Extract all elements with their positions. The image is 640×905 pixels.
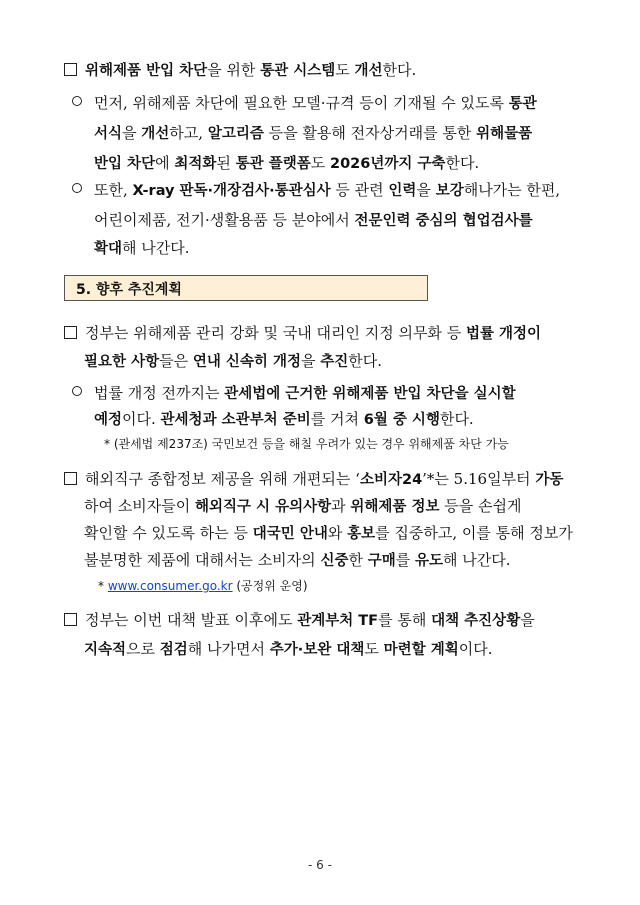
text: 을 위한 bbox=[207, 61, 261, 79]
text: 을 bbox=[520, 611, 535, 629]
emphasis: 최적화 bbox=[174, 156, 217, 172]
sub-item-2-line-2 bbox=[94, 205, 533, 236]
footnote-law: * (관세법 제237조) 국민보건 등을 해칠 우려가 있는 경우 위해제품 차단 가능 bbox=[104, 437, 509, 451]
text: 하고, bbox=[169, 124, 208, 142]
emphasis: 반입 차단 bbox=[94, 156, 156, 172]
text: 확인할 수 있도록 하는 등 bbox=[84, 524, 253, 542]
emphasis: 위해물품 bbox=[476, 126, 533, 142]
bullet-p1-line-1 bbox=[64, 318, 541, 349]
text: 한 bbox=[348, 551, 368, 569]
text: 이다. bbox=[122, 410, 161, 428]
emphasis: 관세청과 소관부처 준비 bbox=[160, 412, 311, 428]
text: 해 나간다. bbox=[443, 551, 511, 569]
consumer-site-link[interactable]: www.consumer.go.kr bbox=[107, 579, 233, 593]
emphasis: 전문인력 중심의 협업검사를 bbox=[354, 213, 533, 229]
text: 들은 bbox=[159, 352, 193, 370]
emphasis: 통관 bbox=[508, 96, 537, 112]
emphasis: 위해제품 반입 차단 bbox=[85, 63, 208, 79]
emphasis: 대책 추진상황 bbox=[431, 613, 521, 629]
emphasis: 통관 플랫폼 bbox=[235, 156, 311, 172]
emphasis: 보강 bbox=[435, 183, 464, 199]
text: 한다. bbox=[382, 61, 417, 79]
emphasis: 해외직구 시 유의사항 bbox=[194, 499, 332, 515]
square-bullet-icon bbox=[64, 326, 77, 339]
section-header bbox=[64, 275, 428, 301]
text: 법률 개정 전까지는 bbox=[94, 384, 225, 402]
text: 도 bbox=[335, 61, 355, 79]
square-bullet-icon bbox=[64, 472, 77, 485]
emphasis: 구매 bbox=[367, 553, 396, 569]
emphasis: 서식 bbox=[94, 126, 123, 142]
emphasis: 인력 bbox=[388, 183, 417, 199]
text: (공정위 운영) bbox=[232, 579, 308, 593]
sub-item-p1-line-2 bbox=[94, 404, 474, 435]
text: 을 bbox=[416, 181, 436, 199]
text: 한다. bbox=[348, 352, 383, 370]
emphasis: 지속적 bbox=[84, 642, 127, 658]
emphasis: 필요한 사항 bbox=[84, 354, 160, 370]
text: 에 bbox=[155, 154, 175, 172]
text: 등을 손쉽게 bbox=[439, 497, 522, 515]
emphasis: 위해제품 정보 bbox=[350, 499, 440, 515]
emphasis: X-ray 판독·개장검사·통관심사 bbox=[132, 183, 331, 199]
sub-item-1-line-1 bbox=[72, 88, 537, 119]
text: 를 bbox=[395, 551, 415, 569]
text: 등을 활용해 전자상거래를 통한 bbox=[263, 124, 477, 142]
text: 또한, bbox=[94, 181, 133, 199]
sub-item-1-line-2 bbox=[94, 118, 532, 149]
text: 한다. bbox=[445, 154, 480, 172]
emphasis: 연내 신속히 개정 bbox=[192, 354, 301, 370]
emphasis: 유도 bbox=[415, 553, 444, 569]
emphasis: 확대 bbox=[94, 241, 123, 257]
circle-bullet-icon bbox=[72, 183, 82, 193]
emphasis: 점검 bbox=[159, 642, 188, 658]
text: 된 bbox=[216, 154, 236, 172]
page-number: - 6 - bbox=[308, 858, 332, 872]
bullet-p3-line-1 bbox=[64, 605, 535, 636]
emphasis: 홍보 bbox=[347, 526, 376, 542]
emphasis: 법률 개정이 bbox=[465, 326, 542, 342]
square-bullet-icon bbox=[64, 63, 77, 76]
text: 정부는 위해제품 관리 강화 및 국내 대리인 지정 의무화 등 bbox=[85, 324, 466, 342]
emphasis: 2026년까지 구축 bbox=[330, 156, 446, 172]
sub-item-2-line-3 bbox=[94, 233, 190, 264]
section-title: 5. 향후 추진계획 bbox=[76, 282, 182, 298]
emphasis: 6월 중 시행 bbox=[363, 412, 440, 428]
bullet-p1-line-2 bbox=[84, 346, 382, 377]
text: 불분명한 제품에 대해서는 소비자의 bbox=[84, 551, 321, 569]
text: 등 관련 bbox=[330, 181, 389, 199]
text: 과 bbox=[331, 497, 351, 515]
footnote-site bbox=[98, 577, 308, 595]
text: 와 bbox=[327, 524, 348, 542]
circle-bullet-icon bbox=[72, 386, 82, 396]
text: 이다. bbox=[458, 640, 493, 658]
text: 도 bbox=[364, 640, 384, 658]
emphasis: 알고리즘 bbox=[207, 126, 264, 142]
sub-item-2-line-1 bbox=[72, 175, 560, 206]
text: 어린이제품, 전기·생활용품 등 분야에서 bbox=[94, 211, 355, 229]
emphasis: 관계부처 TF bbox=[297, 613, 379, 629]
text: 해외직구 종합정보 제공을 위해 개편되는 ‘ bbox=[85, 470, 360, 488]
emphasis: 예정 bbox=[94, 412, 123, 428]
circle-bullet-icon bbox=[72, 96, 82, 106]
emphasis: 신중 bbox=[320, 553, 349, 569]
text: 도 bbox=[310, 154, 330, 172]
text: 를 거쳐 bbox=[310, 410, 364, 428]
text: 를 집중하고, 이를 통해 정보가 bbox=[375, 524, 573, 542]
text: 으로 bbox=[126, 640, 160, 658]
text: ’*는 5.16일부터 bbox=[422, 470, 536, 488]
text: 하여 소비자들이 bbox=[84, 497, 195, 515]
text: 을 bbox=[301, 352, 321, 370]
emphasis: 추진 bbox=[320, 354, 349, 370]
bullet-p3-line-2 bbox=[84, 634, 493, 665]
emphasis: 통관 시스템 bbox=[260, 63, 336, 79]
text: 을 bbox=[122, 124, 142, 142]
text: 한다. bbox=[439, 410, 474, 428]
emphasis: 대국민 안내 bbox=[252, 526, 328, 542]
bullet-p2-line-4 bbox=[84, 545, 511, 576]
emphasis: 개선 bbox=[354, 63, 383, 79]
emphasis: 소비자24 bbox=[359, 472, 423, 488]
text: 정부는 이번 대책 발표 이후에도 bbox=[85, 611, 298, 629]
bullet-heading-1 bbox=[64, 55, 416, 86]
text: 먼저, 위해제품 차단에 필요한 모델·규격 등이 기재될 수 있도록 bbox=[94, 94, 509, 112]
text: 해 나가면서 bbox=[187, 640, 270, 658]
emphasis: 개선 bbox=[141, 126, 170, 142]
emphasis: 가동 bbox=[535, 472, 564, 488]
text: 해나가는 한편, bbox=[463, 181, 561, 199]
text: * bbox=[98, 579, 108, 593]
square-bullet-icon bbox=[64, 613, 77, 626]
text: 를 통해 bbox=[378, 611, 432, 629]
emphasis: 관세법에 근거한 위해제품 반입 차단을 실시할 bbox=[224, 386, 516, 402]
text: 해 나간다. bbox=[122, 239, 190, 257]
emphasis: 마련할 계획 bbox=[383, 642, 459, 658]
emphasis: 추가·보완 대책 bbox=[269, 642, 365, 658]
